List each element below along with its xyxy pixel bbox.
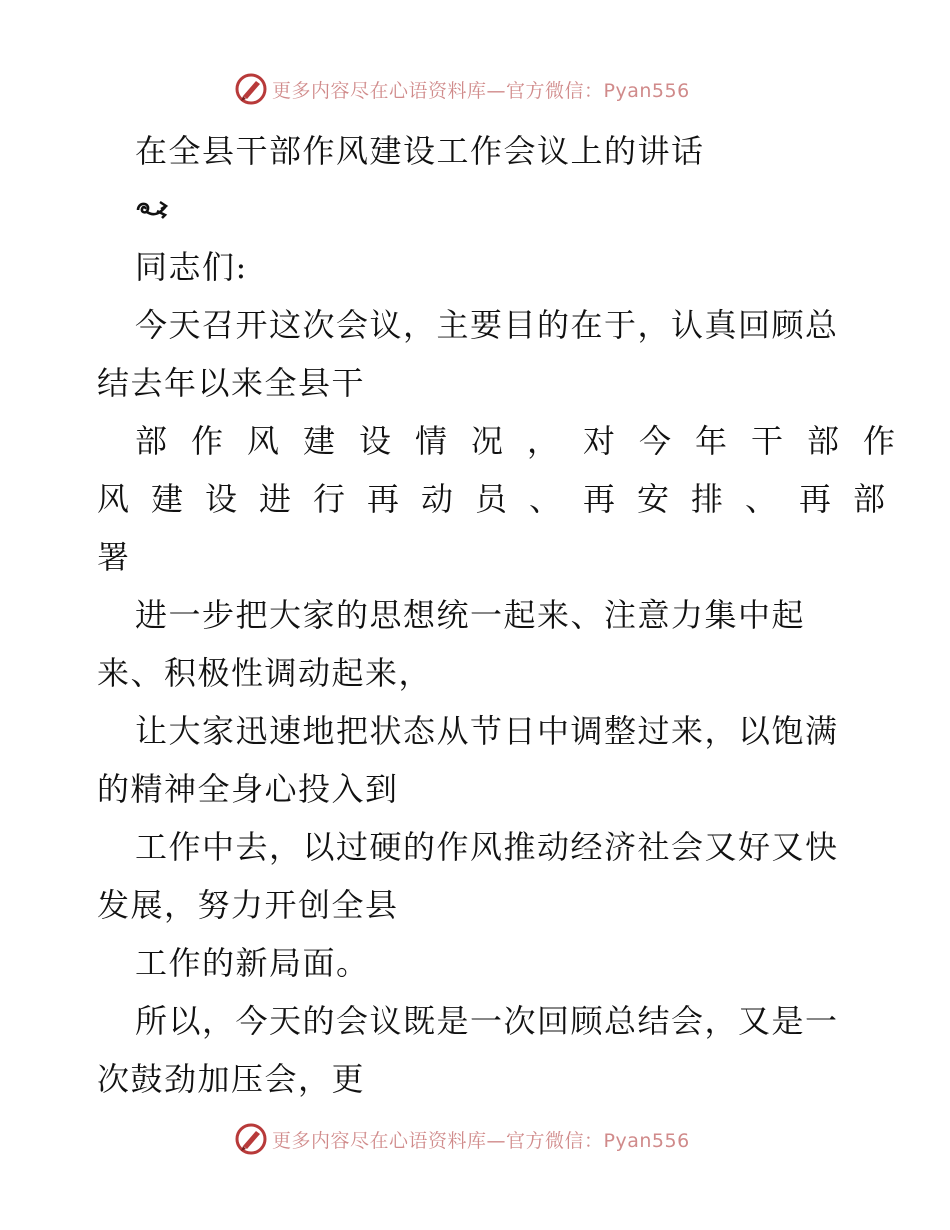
document-body bbox=[97, 122, 920, 1108]
header-banner bbox=[0, 70, 950, 110]
pen-logo-icon bbox=[234, 72, 268, 106]
paragraph-line: 发展，努力开创全县 bbox=[97, 886, 399, 924]
paragraph-line: 所以，今天的会议既是一次回顾总结会，又是一 bbox=[135, 1002, 839, 1040]
flourish-icon bbox=[135, 198, 169, 220]
paragraph-line: 结去年以来全县干 bbox=[97, 364, 366, 402]
salutation-line: 同志们: bbox=[135, 248, 248, 286]
paragraph-line: 的精神全身心投入到 bbox=[97, 770, 399, 808]
paragraph-line: 来、积极性调动起来， bbox=[97, 654, 433, 692]
header-banner-text: 更多内容尽在心语资料库—官方微信：Pyan556 bbox=[272, 80, 690, 102]
paragraph-line: 署 bbox=[97, 538, 131, 576]
paragraph-line: 让大家迅速地把状态从节日中调整过来，以饱满 bbox=[135, 712, 839, 750]
document-title: 在全县干部作风建设工作会议上的讲话 bbox=[135, 132, 705, 170]
footer-banner bbox=[0, 1120, 950, 1160]
paragraph-line: 次鼓劲加压会，更 bbox=[97, 1060, 366, 1098]
paragraph-line: 部作风建设情况，对今年干部作 bbox=[135, 422, 920, 460]
paragraph-line: 工作的新局面。 bbox=[135, 944, 370, 982]
paragraph-line: 进一步把大家的思想统一起来、注意力集中起 bbox=[135, 596, 806, 634]
footer-banner-text: 更多内容尽在心语资料库—官方微信：Pyan556 bbox=[272, 1130, 690, 1152]
paragraph-line: 今天召开这次会议，主要目的在于，认真回顾总 bbox=[135, 306, 839, 344]
pen-logo-icon bbox=[234, 1122, 268, 1156]
paragraph-line: 风建设进行再动员、再安排、再部 bbox=[97, 480, 908, 518]
paragraph-line: 工作中去，以过硬的作风推动经济社会又好又快 bbox=[135, 828, 839, 866]
ornament-divider bbox=[97, 180, 852, 238]
